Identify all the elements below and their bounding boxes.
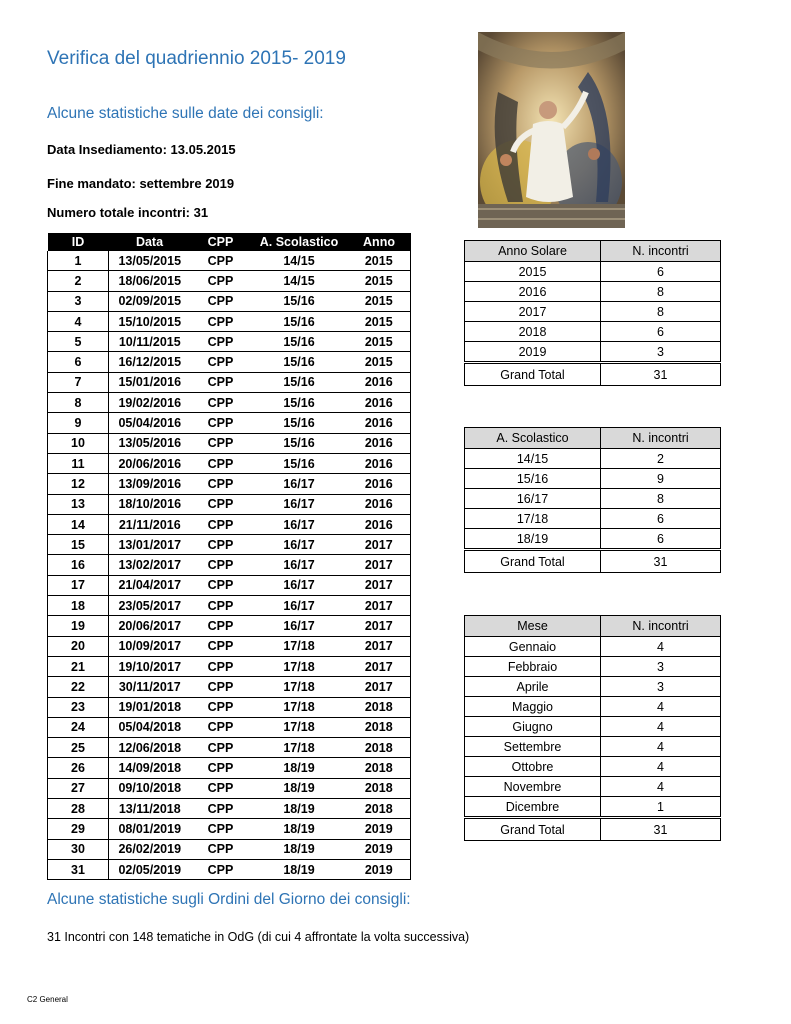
cell-cpp: CPP: [191, 393, 251, 413]
mosaic-artwork: [478, 32, 625, 228]
cell-anno-scolastico: 16/17: [251, 575, 348, 595]
table-row: [48, 413, 411, 433]
summary-mese: [464, 615, 721, 841]
table-row: [48, 271, 411, 291]
section-subtitle-odg: Alcune statistiche sugli Ordini del Giorno dei consigli:: [47, 891, 411, 908]
table-row: [48, 474, 411, 494]
table-row: [48, 251, 411, 271]
cell-anno: 2015: [348, 271, 411, 291]
summary-anno-solare: [464, 240, 721, 386]
numero-incontri: Numero totale incontri: 31: [47, 205, 209, 220]
cell-anno: 2015: [348, 251, 411, 271]
grand-total-label: Grand Total: [465, 818, 601, 841]
cell-data: 30/11/2017: [109, 677, 191, 697]
grand-total-label: Grand Total: [465, 550, 601, 573]
grand-total-value: 31: [601, 363, 721, 386]
grand-total-value: 31: [601, 550, 721, 573]
summary-count-cell: 8: [601, 302, 721, 322]
table-row: [465, 262, 721, 282]
cell-cpp: CPP: [191, 474, 251, 494]
cell-id: 8: [48, 393, 109, 413]
cell-data: 26/02/2019: [109, 839, 191, 859]
cell-data: 09/10/2018: [109, 778, 191, 798]
summary-count-cell: 3: [601, 657, 721, 677]
cell-anno: 2017: [348, 616, 411, 636]
cell-data: 20/06/2016: [109, 453, 191, 473]
cell-cpp: CPP: [191, 332, 251, 352]
cell-data: 10/09/2017: [109, 636, 191, 656]
cell-anno: 2018: [348, 717, 411, 737]
table-row: [465, 322, 721, 342]
cell-anno-scolastico: 16/17: [251, 555, 348, 575]
cell-cpp: CPP: [191, 738, 251, 758]
cell-anno-scolastico: 18/19: [251, 778, 348, 798]
summary-count-cell: 6: [601, 322, 721, 342]
cell-anno-scolastico: 16/17: [251, 596, 348, 616]
summary-label-cell: Febbraio: [465, 657, 601, 677]
summary-header: [465, 241, 721, 262]
cell-anno-scolastico: 15/16: [251, 372, 348, 392]
summary-count-cell: 3: [601, 677, 721, 697]
summary-total-row: [465, 363, 721, 386]
table-row: [48, 778, 411, 798]
cell-id: 10: [48, 433, 109, 453]
cell-anno-scolastico: 15/16: [251, 433, 348, 453]
table-row: [48, 372, 411, 392]
table-row: [465, 509, 721, 529]
cell-anno-scolastico: 14/15: [251, 251, 348, 271]
table-row: [48, 575, 411, 595]
table-row: [48, 291, 411, 311]
table-row: [48, 616, 411, 636]
summary-count-cell: 4: [601, 777, 721, 797]
cell-cpp: CPP: [191, 819, 251, 839]
summary-count-cell: 4: [601, 737, 721, 757]
summary-header: [465, 616, 721, 637]
cell-anno: 2016: [348, 393, 411, 413]
cell-anno-scolastico: 16/17: [251, 535, 348, 555]
summary-label-cell: 2018: [465, 322, 601, 342]
cell-anno: 2015: [348, 332, 411, 352]
cell-anno-scolastico: 18/19: [251, 819, 348, 839]
summary-label-cell: 2016: [465, 282, 601, 302]
table-row: [48, 717, 411, 737]
table-row: [465, 529, 721, 550]
summary-label-cell: Dicembre: [465, 797, 601, 818]
cell-anno-scolastico: 17/18: [251, 636, 348, 656]
table-row: [48, 799, 411, 819]
cell-anno: 2018: [348, 758, 411, 778]
summary-label-cell: 2017: [465, 302, 601, 322]
mosaic-image: [478, 32, 625, 228]
summary-count-cell: 1: [601, 797, 721, 818]
insediamento-date: Data Insediamento: 13.05.2015: [47, 142, 236, 157]
table-row: [48, 596, 411, 616]
cell-anno: 2015: [348, 311, 411, 331]
summary-total-row: [465, 550, 721, 573]
summary-label-cell: 17/18: [465, 509, 601, 529]
summary-count-cell: 4: [601, 697, 721, 717]
cell-anno: 2018: [348, 778, 411, 798]
cell-cpp: CPP: [191, 596, 251, 616]
summary-count-cell: 6: [601, 529, 721, 550]
summary-count-cell: 3: [601, 342, 721, 363]
table-row: [48, 352, 411, 372]
table-row: [48, 311, 411, 331]
cell-data: 20/06/2017: [109, 616, 191, 636]
cell-id: 21: [48, 656, 109, 676]
cell-id: 11: [48, 453, 109, 473]
cell-id: 25: [48, 738, 109, 758]
cell-id: 28: [48, 799, 109, 819]
cell-data: 18/06/2015: [109, 271, 191, 291]
cell-anno: 2019: [348, 819, 411, 839]
cell-id: 9: [48, 413, 109, 433]
summary-label-cell: Novembre: [465, 777, 601, 797]
odg-summary-text: 31 Incontri con 148 tematiche in OdG (di cui 4 affrontate la volta successiva): [47, 930, 470, 944]
table-row: [465, 342, 721, 363]
cell-data: 12/06/2018: [109, 738, 191, 758]
cell-cpp: CPP: [191, 271, 251, 291]
fine-mandato: Fine mandato: settembre 2019: [47, 176, 235, 191]
cell-cpp: CPP: [191, 433, 251, 453]
summary-count-cell: 8: [601, 489, 721, 509]
cell-id: 3: [48, 291, 109, 311]
cell-cpp: CPP: [191, 636, 251, 656]
summary-label-cell: 2015: [465, 262, 601, 282]
cell-id: 15: [48, 535, 109, 555]
summary-label-cell: Settembre: [465, 737, 601, 757]
cell-anno-scolastico: 16/17: [251, 474, 348, 494]
cell-id: 31: [48, 859, 109, 879]
cell-id: 27: [48, 778, 109, 798]
cell-anno-scolastico: 14/15: [251, 271, 348, 291]
summary-count-cell: 4: [601, 717, 721, 737]
cell-data: 18/10/2016: [109, 494, 191, 514]
summary-label-cell: 18/19: [465, 529, 601, 550]
table-row: [465, 637, 721, 657]
summary-label-cell: 2019: [465, 342, 601, 363]
cell-cpp: CPP: [191, 697, 251, 717]
summary-column-header: Mese: [465, 616, 601, 637]
cell-cpp: CPP: [191, 575, 251, 595]
cell-id: 24: [48, 717, 109, 737]
classification-label: C2 General: [27, 995, 68, 1004]
cell-id: 12: [48, 474, 109, 494]
summary-label-cell: Giugno: [465, 717, 601, 737]
cell-anno-scolastico: 15/16: [251, 311, 348, 331]
column-header-anno-scolastico: A. Scolastico: [251, 233, 348, 251]
table-row: [48, 819, 411, 839]
cell-anno: 2019: [348, 839, 411, 859]
column-header-anno: Anno: [348, 233, 411, 251]
cell-cpp: CPP: [191, 758, 251, 778]
column-header-id: ID: [48, 233, 109, 251]
table-row: [48, 738, 411, 758]
cell-anno-scolastico: 15/16: [251, 352, 348, 372]
cell-anno: 2016: [348, 372, 411, 392]
meetings-table-header: [48, 233, 411, 251]
cell-data: 15/10/2015: [109, 311, 191, 331]
summary-count-cell: 6: [601, 509, 721, 529]
cell-data: 23/05/2017: [109, 596, 191, 616]
cell-anno: 2017: [348, 596, 411, 616]
cell-anno-scolastico: 17/18: [251, 738, 348, 758]
table-row: [465, 737, 721, 757]
cell-data: 19/10/2017: [109, 656, 191, 676]
cell-data: 10/11/2015: [109, 332, 191, 352]
table-row: [465, 677, 721, 697]
cell-anno-scolastico: 15/16: [251, 413, 348, 433]
meetings-table: [47, 233, 411, 880]
cell-anno-scolastico: 15/16: [251, 453, 348, 473]
summary-label-cell: Ottobre: [465, 757, 601, 777]
cell-cpp: CPP: [191, 352, 251, 372]
summary-body: [465, 449, 721, 550]
cell-anno: 2018: [348, 799, 411, 819]
table-row: [465, 757, 721, 777]
cell-anno-scolastico: 17/18: [251, 697, 348, 717]
summary-count-cell: 9: [601, 469, 721, 489]
table-row: [465, 797, 721, 818]
summary-column-header: Anno Solare: [465, 241, 601, 262]
cell-id: 18: [48, 596, 109, 616]
meetings-table-body: [48, 251, 411, 880]
cell-anno: 2016: [348, 413, 411, 433]
cell-id: 14: [48, 514, 109, 534]
table-row: [48, 677, 411, 697]
summary-column-header: A. Scolastico: [465, 428, 601, 449]
summary-column-header: N. incontri: [601, 241, 721, 262]
summary-column-header: N. incontri: [601, 428, 721, 449]
cell-anno-scolastico: 18/19: [251, 859, 348, 879]
summary-label-cell: 15/16: [465, 469, 601, 489]
cell-id: 5: [48, 332, 109, 352]
cell-data: 13/09/2016: [109, 474, 191, 494]
table-row: [465, 717, 721, 737]
cell-data: 21/04/2017: [109, 575, 191, 595]
cell-cpp: CPP: [191, 251, 251, 271]
cell-anno: 2016: [348, 433, 411, 453]
cell-data: 13/02/2017: [109, 555, 191, 575]
table-row: [465, 777, 721, 797]
summary-body: [465, 637, 721, 818]
cell-cpp: CPP: [191, 372, 251, 392]
table-row: [48, 555, 411, 575]
cell-id: 22: [48, 677, 109, 697]
cell-id: 1: [48, 251, 109, 271]
cell-anno: 2016: [348, 474, 411, 494]
summary-label-cell: 14/15: [465, 449, 601, 469]
cell-anno: 2016: [348, 453, 411, 473]
cell-data: 13/11/2018: [109, 799, 191, 819]
cell-id: 2: [48, 271, 109, 291]
column-header-cpp: CPP: [191, 233, 251, 251]
table-row: [48, 332, 411, 352]
cell-anno: 2017: [348, 555, 411, 575]
cell-data: 16/12/2015: [109, 352, 191, 372]
cell-anno: 2018: [348, 738, 411, 758]
cell-cpp: CPP: [191, 494, 251, 514]
cell-anno: 2017: [348, 575, 411, 595]
cell-cpp: CPP: [191, 717, 251, 737]
cell-id: 17: [48, 575, 109, 595]
cell-id: 23: [48, 697, 109, 717]
cell-cpp: CPP: [191, 656, 251, 676]
cell-cpp: CPP: [191, 859, 251, 879]
table-row: [465, 302, 721, 322]
table-row: [48, 453, 411, 473]
summary-label-cell: Maggio: [465, 697, 601, 717]
table-row: [465, 449, 721, 469]
cell-anno: 2017: [348, 636, 411, 656]
cell-id: 29: [48, 819, 109, 839]
cell-cpp: CPP: [191, 413, 251, 433]
cell-data: 02/05/2019: [109, 859, 191, 879]
cell-anno: 2016: [348, 494, 411, 514]
cell-id: 16: [48, 555, 109, 575]
cell-cpp: CPP: [191, 839, 251, 859]
cell-anno-scolastico: 18/19: [251, 839, 348, 859]
summary-count-cell: 6: [601, 262, 721, 282]
cell-id: 20: [48, 636, 109, 656]
cell-anno-scolastico: 17/18: [251, 717, 348, 737]
cell-cpp: CPP: [191, 677, 251, 697]
summary-count-cell: 2: [601, 449, 721, 469]
cell-anno-scolastico: 15/16: [251, 291, 348, 311]
table-row: [48, 758, 411, 778]
cell-id: 7: [48, 372, 109, 392]
cell-data: 05/04/2016: [109, 413, 191, 433]
cell-anno-scolastico: 16/17: [251, 514, 348, 534]
cell-anno: 2017: [348, 656, 411, 676]
cell-id: 26: [48, 758, 109, 778]
cell-id: 19: [48, 616, 109, 636]
column-header-data: Data: [109, 233, 191, 251]
table-row: [465, 282, 721, 302]
table-row: [465, 469, 721, 489]
cell-anno: 2015: [348, 352, 411, 372]
cell-cpp: CPP: [191, 311, 251, 331]
cell-data: 05/04/2018: [109, 717, 191, 737]
cell-data: 13/05/2016: [109, 433, 191, 453]
summary-count-cell: 4: [601, 637, 721, 657]
summary-label-cell: Gennaio: [465, 637, 601, 657]
summary-column-header: N. incontri: [601, 616, 721, 637]
cell-data: 14/09/2018: [109, 758, 191, 778]
summary-body: [465, 262, 721, 363]
cell-cpp: CPP: [191, 291, 251, 311]
table-row: [465, 657, 721, 677]
cell-data: 13/05/2015: [109, 251, 191, 271]
cell-anno-scolastico: 16/17: [251, 616, 348, 636]
cell-cpp: CPP: [191, 778, 251, 798]
table-row: [48, 859, 411, 879]
summary-count-cell: 4: [601, 757, 721, 777]
cell-data: 21/11/2016: [109, 514, 191, 534]
cell-id: 13: [48, 494, 109, 514]
cell-anno-scolastico: 16/17: [251, 494, 348, 514]
cell-data: 19/02/2016: [109, 393, 191, 413]
cell-cpp: CPP: [191, 799, 251, 819]
cell-cpp: CPP: [191, 514, 251, 534]
table-row: [465, 489, 721, 509]
cell-anno: 2016: [348, 514, 411, 534]
cell-anno: 2015: [348, 291, 411, 311]
cell-cpp: CPP: [191, 535, 251, 555]
summary-anno-scolastico: [464, 427, 721, 573]
cell-data: 13/01/2017: [109, 535, 191, 555]
cell-anno-scolastico: 15/16: [251, 332, 348, 352]
summary-count-cell: 8: [601, 282, 721, 302]
cell-data: 08/01/2019: [109, 819, 191, 839]
table-row: [48, 433, 411, 453]
cell-data: 15/01/2016: [109, 372, 191, 392]
table-row: [465, 697, 721, 717]
table-row: [48, 393, 411, 413]
cell-cpp: CPP: [191, 453, 251, 473]
cell-data: 19/01/2018: [109, 697, 191, 717]
summary-header: [465, 428, 721, 449]
cell-cpp: CPP: [191, 616, 251, 636]
summary-total-row: [465, 818, 721, 841]
table-row: [48, 494, 411, 514]
page-title: Verifica del quadriennio 2015- 2019: [47, 48, 346, 69]
section-subtitle-dates: Alcune statistiche sulle date dei consigli:: [47, 105, 324, 122]
cell-anno-scolastico: 15/16: [251, 393, 348, 413]
cell-anno-scolastico: 17/18: [251, 656, 348, 676]
table-row: [48, 514, 411, 534]
cell-anno: 2017: [348, 535, 411, 555]
cell-cpp: CPP: [191, 555, 251, 575]
cell-anno-scolastico: 18/19: [251, 799, 348, 819]
table-row: [48, 656, 411, 676]
cell-anno: 2019: [348, 859, 411, 879]
cell-id: 4: [48, 311, 109, 331]
cell-id: 6: [48, 352, 109, 372]
cell-anno: 2018: [348, 697, 411, 717]
table-row: [48, 697, 411, 717]
summary-label-cell: 16/17: [465, 489, 601, 509]
cell-anno: 2017: [348, 677, 411, 697]
table-row: [48, 535, 411, 555]
table-row: [48, 839, 411, 859]
cell-id: 30: [48, 839, 109, 859]
cell-data: 02/09/2015: [109, 291, 191, 311]
cell-anno-scolastico: 18/19: [251, 758, 348, 778]
summary-label-cell: Aprile: [465, 677, 601, 697]
table-row: [48, 636, 411, 656]
cell-anno-scolastico: 17/18: [251, 677, 348, 697]
grand-total-value: 31: [601, 818, 721, 841]
grand-total-label: Grand Total: [465, 363, 601, 386]
